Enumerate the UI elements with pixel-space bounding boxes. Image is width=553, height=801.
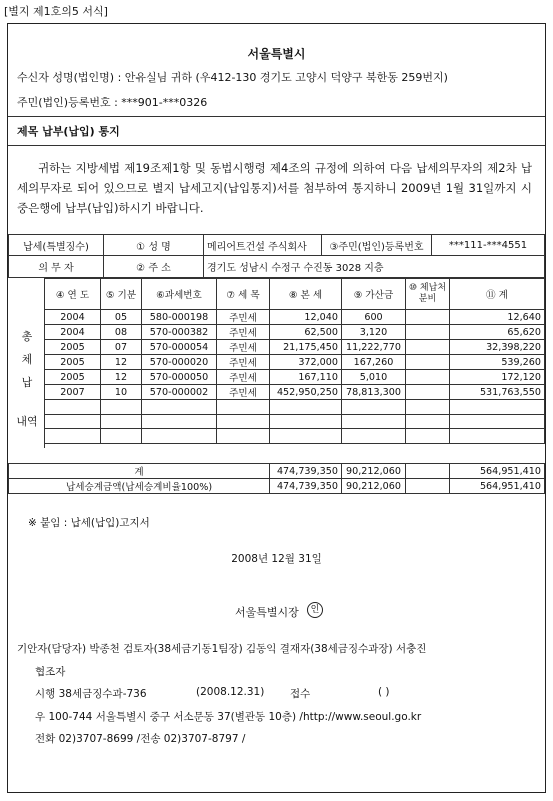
totals-table <box>8 463 545 494</box>
cell-surcharge: 5,010 <box>342 370 406 385</box>
enforcement-number: 시행 38세금징수과-736 <box>35 688 147 700</box>
cell-surcharge: 167,260 <box>342 355 406 370</box>
cell-year: 2004 <box>45 325 101 340</box>
total-sum: 564,951,410 <box>450 464 545 479</box>
total-row <box>9 464 545 479</box>
total-fee <box>406 464 450 479</box>
cell-fee <box>406 370 450 385</box>
table-row-empty <box>45 400 545 415</box>
cell-total: 32,398,220 <box>450 340 545 355</box>
cell-fee <box>406 385 450 400</box>
cell-total: 12,640 <box>450 310 545 325</box>
document-date: 2008년 12월 31일 <box>231 553 322 565</box>
cell-year: 2005 <box>45 340 101 355</box>
cell-year: 2004 <box>45 310 101 325</box>
cell-principal: 452,950,250 <box>270 385 342 400</box>
cell-principal: 62,500 <box>270 325 342 340</box>
subject-line: 제목 납부(납입) 통지 <box>17 125 120 138</box>
cell-tax-number: 570-000382 <box>142 325 217 340</box>
attachment-note: ※ 붙임 : 납세(납입)고지서 <box>28 517 150 529</box>
table-row <box>45 325 545 340</box>
cell-period: 05 <box>101 310 142 325</box>
cell-principal: 372,000 <box>270 355 342 370</box>
cell-fee <box>406 340 450 355</box>
cell-tax-item: 주민세 <box>217 325 270 340</box>
cell-principal: 21,175,450 <box>270 340 342 355</box>
cell-tax-item: 주민세 <box>217 310 270 325</box>
official-seal: 인 <box>307 602 323 618</box>
col-header-total: ⑪ 계 <box>450 279 545 310</box>
cell-tax-number: 580-000198 <box>142 310 217 325</box>
cell-period: 08 <box>101 325 142 340</box>
table-row-empty <box>45 429 545 444</box>
cell-fee <box>406 325 450 340</box>
form-number-label: [별지 제1호의5 서식] <box>4 5 108 18</box>
reg-number-value: ***111-***4551 <box>432 235 545 256</box>
arrears-table <box>44 278 545 444</box>
arrears-side-label <box>10 278 45 448</box>
cell-period: 10 <box>101 385 142 400</box>
issuer-name: 서울특별시장 <box>235 606 299 619</box>
address-label: ② 주 소 <box>104 256 204 278</box>
cell-year: 2007 <box>45 385 101 400</box>
phone-fax-line: 전화 02)3707-8699 /전송 02)3707-8797 / <box>35 733 246 745</box>
taxpayer-table <box>8 234 545 278</box>
side-char: 체 <box>21 353 33 366</box>
succession-surcharge: 90,212,060 <box>342 479 406 494</box>
cell-total: 539,260 <box>450 355 545 370</box>
cell-tax-number: 570-000054 <box>142 340 217 355</box>
cell-period: 12 <box>101 370 142 385</box>
recipient-line: 수신자 성명(법인명) : 안유실님 귀하 (우412-130 경기도 고양시 덕양구 북한동 259번지) <box>17 71 448 84</box>
document-title: 서울특별시 <box>247 47 306 61</box>
col-header-tax-number: ⑥과세번호 <box>142 279 217 310</box>
cell-year: 2005 <box>45 370 101 385</box>
name-label: ① 성 명 <box>104 235 204 256</box>
cell-tax-item: 주민세 <box>217 355 270 370</box>
table-row <box>45 310 545 325</box>
cell-period: 12 <box>101 355 142 370</box>
total-principal: 474,739,350 <box>270 464 342 479</box>
side-char: 납 <box>21 376 33 389</box>
divider <box>8 116 545 117</box>
cell-total: 531,763,550 <box>450 385 545 400</box>
cell-tax-number: 570-000020 <box>142 355 217 370</box>
divider <box>8 145 545 146</box>
succession-label: 납세승계금액(납세승계비율100%) <box>9 479 270 494</box>
registration-number-line: 주민(법인)등록번호 : ***901-***0326 <box>17 96 208 109</box>
table-row <box>45 340 545 355</box>
col-header-surcharge: ⑨ 가산금 <box>342 279 406 310</box>
side-char: 총 <box>21 330 33 343</box>
table-row <box>45 370 545 385</box>
obligor-label: 의 무 자 <box>9 256 104 278</box>
cell-tax-item: 주민세 <box>217 340 270 355</box>
notice-body-text: 귀하는 지방세법 제19조제1항 및 동법시행령 제4조의 규정에 의하여 다음 납세의무자의 제2차 납세의무자로 되어 있으므로 별지 납세고지(납입통지)서를 첨부하여 통지하니 2009년 1월 31일까지 시중은행에 납부(납입)하시기 바랍니다. <box>17 161 532 215</box>
cell-tax-number: 570-000050 <box>142 370 217 385</box>
table-row <box>45 385 545 400</box>
cell-principal: 167,110 <box>270 370 342 385</box>
succession-principal: 474,739,350 <box>270 479 342 494</box>
col-header-disposition-fee: ⑩ 체납처분비 <box>406 279 450 310</box>
col-header-period: ⑤ 기분 <box>101 279 142 310</box>
address-value: 경기도 성남시 수정구 수진동 3028 지층 <box>204 256 545 278</box>
side-char: 내역 <box>16 415 38 428</box>
table-row <box>45 355 545 370</box>
cell-tax-number: 570-000002 <box>142 385 217 400</box>
cell-total: 172,120 <box>450 370 545 385</box>
cell-period: 07 <box>101 340 142 355</box>
cell-tax-item: 주민세 <box>217 370 270 385</box>
cell-tax-item: 주민세 <box>217 385 270 400</box>
succession-row <box>9 479 545 494</box>
total-label: 계 <box>9 464 270 479</box>
taxpayer-label: 납세(특별징수) <box>9 235 104 256</box>
receipt-blank: ( ) <box>378 686 390 698</box>
enforcement-date: (2008.12.31) <box>196 686 265 698</box>
col-header-year: ④ 연 도 <box>45 279 101 310</box>
name-value: 메리어트건설 주식회사 <box>204 235 322 256</box>
reg-number-label: ③주민(법인)등록번호 <box>322 235 432 256</box>
cell-total: 65,620 <box>450 325 545 340</box>
cell-surcharge: 11,222,770 <box>342 340 406 355</box>
office-address: 우 100-744 서울특별시 중구 서소문동 37(별관동 10층) /http://www.seoul.go.kr <box>35 711 422 723</box>
cell-surcharge: 3,120 <box>342 325 406 340</box>
cell-surcharge: 600 <box>342 310 406 325</box>
cooperator-line: 협조자 <box>35 666 66 678</box>
drafter-line: 기안자(담당자) 박종천 검토자(38세금기동1팀장) 김동익 결재자(38세금징수과장) 서충진 <box>17 643 427 655</box>
cell-fee <box>406 355 450 370</box>
col-header-principal: ⑧ 본 세 <box>270 279 342 310</box>
succession-sum: 564,951,410 <box>450 479 545 494</box>
cell-surcharge: 78,813,300 <box>342 385 406 400</box>
receipt-label: 접수 <box>290 688 311 700</box>
cell-year: 2005 <box>45 355 101 370</box>
total-surcharge: 90,212,060 <box>342 464 406 479</box>
col-header-tax-item: ⑦ 세 목 <box>217 279 270 310</box>
cell-fee <box>406 310 450 325</box>
succession-fee <box>406 479 450 494</box>
cell-principal: 12,040 <box>270 310 342 325</box>
table-row-empty <box>45 414 545 429</box>
